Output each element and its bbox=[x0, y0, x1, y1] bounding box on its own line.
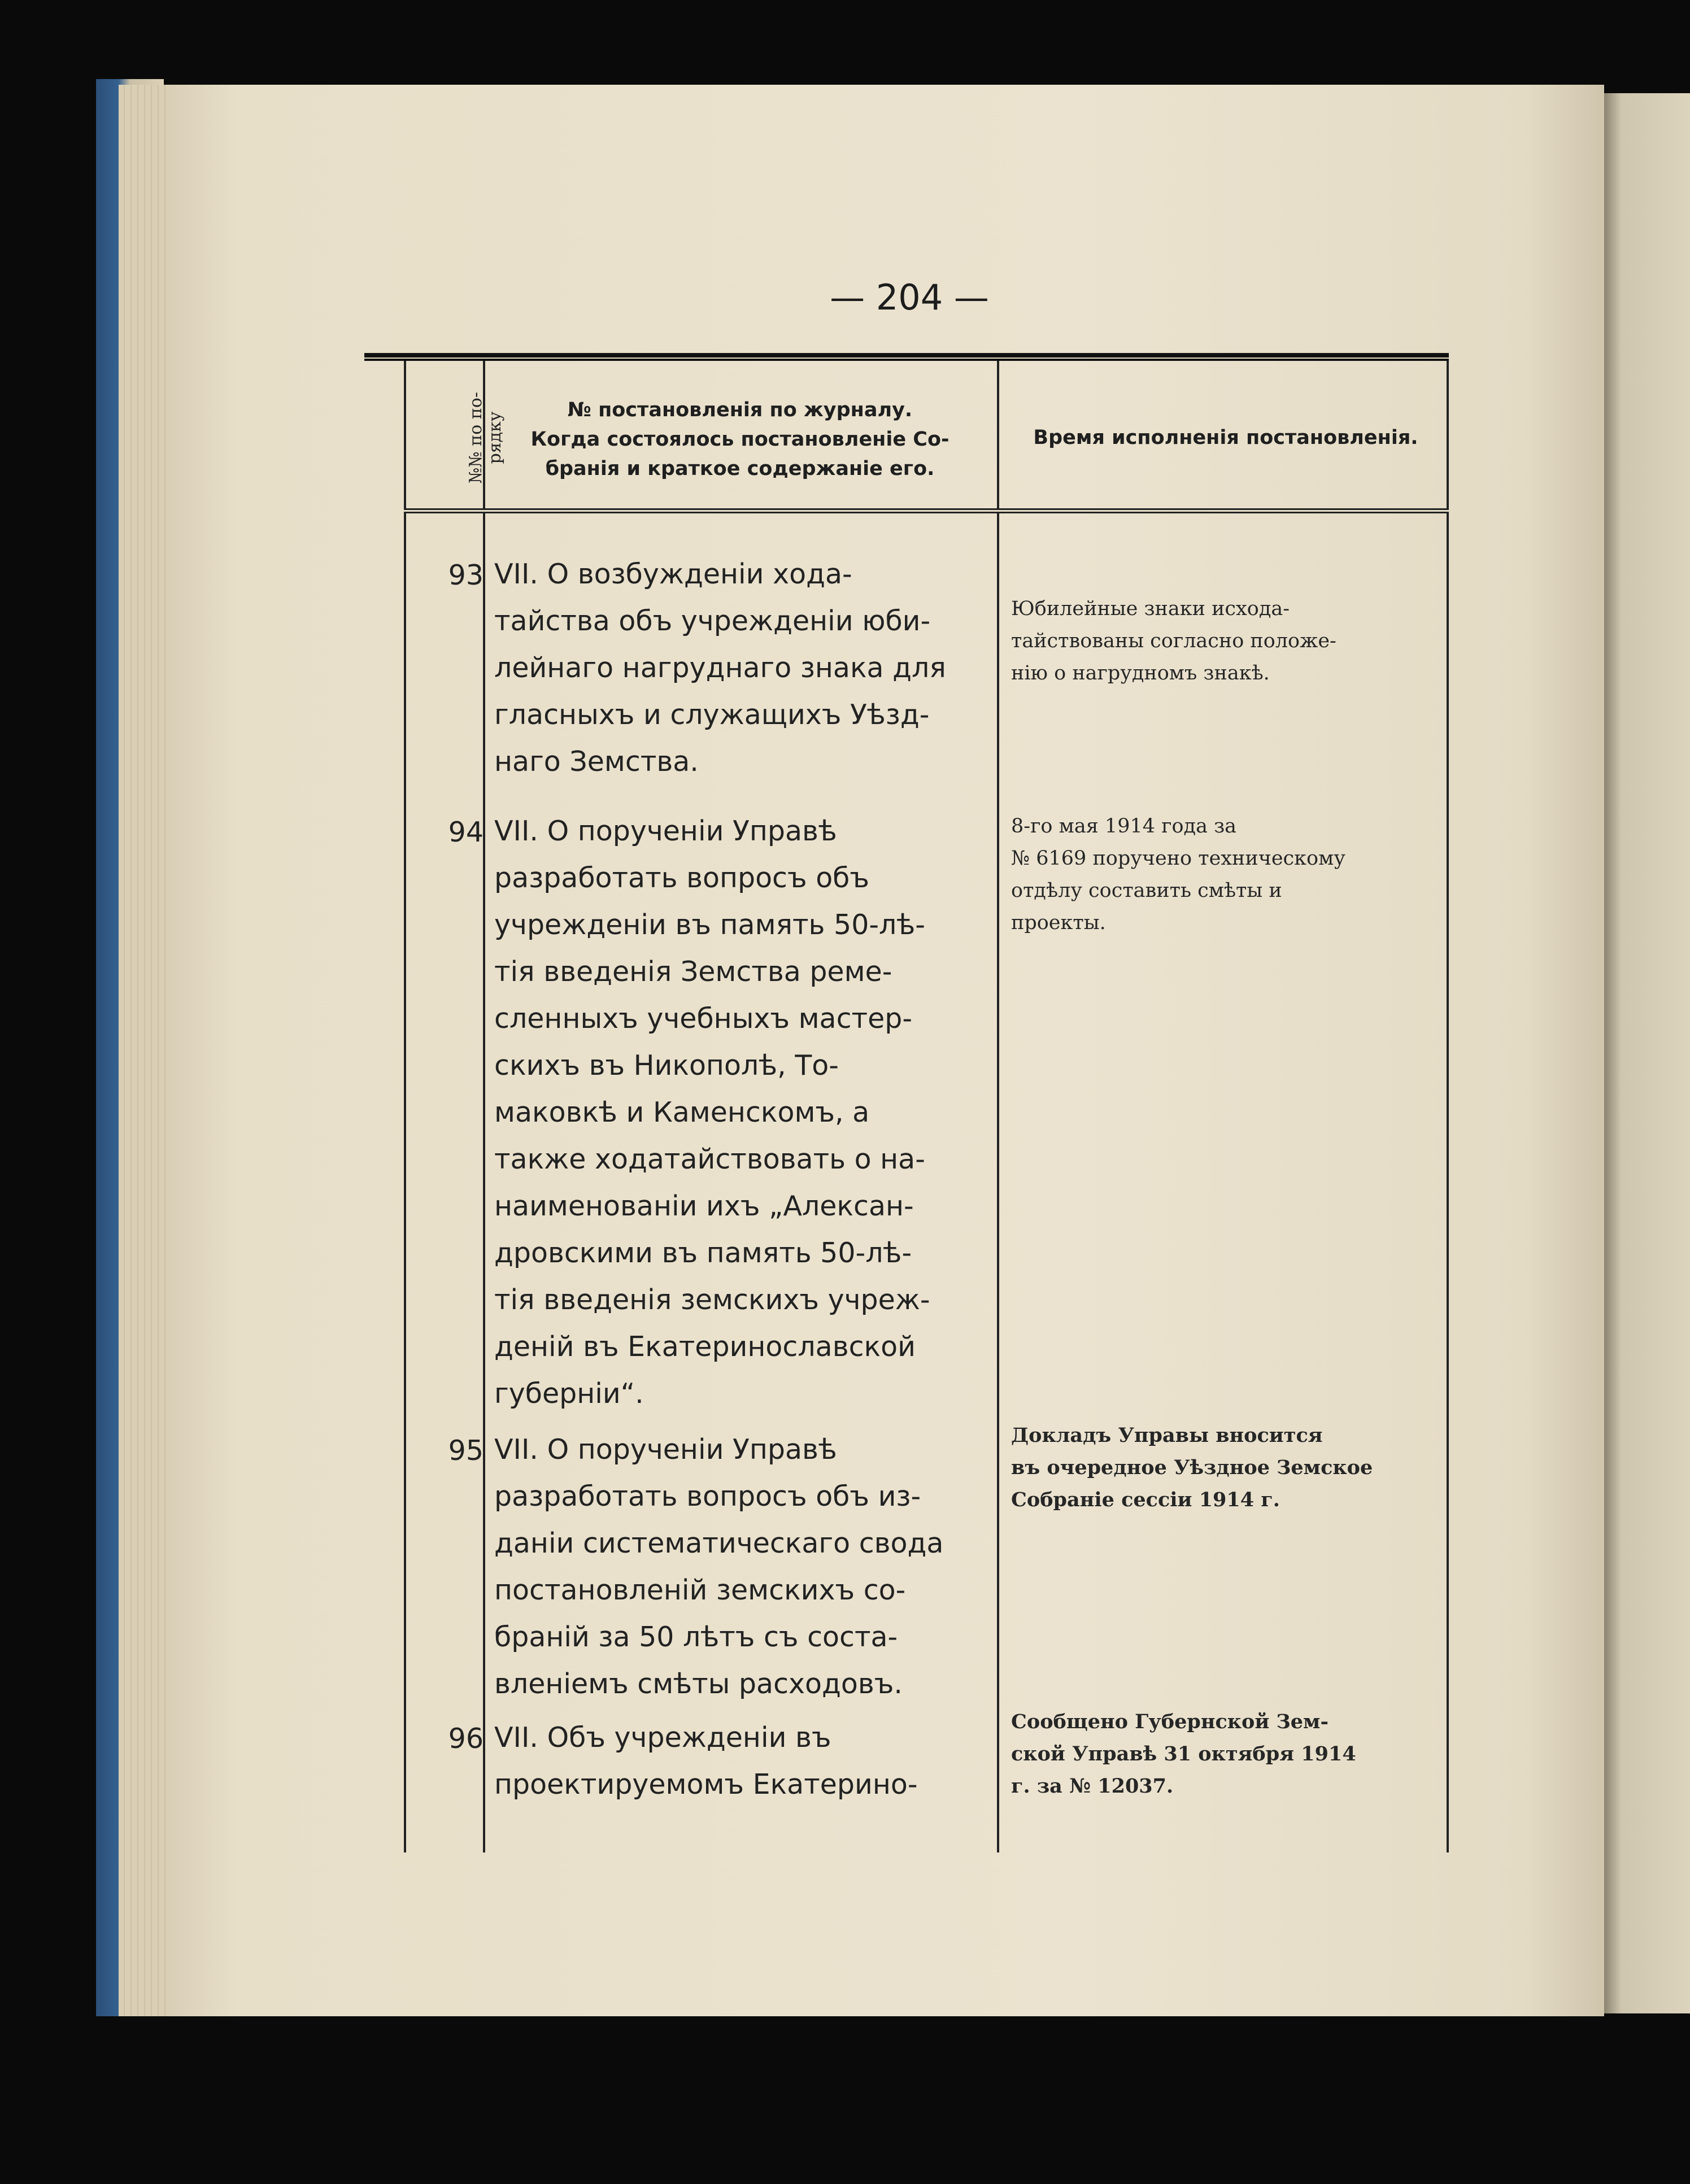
row-resolution-text: VII. О возбужденіи хода- тайства объ учрежденіи юби- лейнаго нагруднаго знака для гласныхъ и служащихъ Уѣзд- наго Земства. bbox=[494, 558, 946, 778]
column-divider-right bbox=[1447, 361, 1449, 1852]
header-double-rule bbox=[404, 508, 1449, 513]
header-execution-time: Время исполненія постановленія. bbox=[1033, 426, 1418, 449]
header-resolution-summary: № постановленія по журналу. Когда состоялось постановленіе Со- бранія и краткое содержаніе его. bbox=[530, 399, 949, 480]
facing-page-edge bbox=[1604, 93, 1690, 2013]
row-number: 94 bbox=[448, 816, 484, 848]
row-execution-note: Юбилейные знаки исхода- тайствованы согласно положе- нію о нагрудномъ знакѣ. bbox=[1011, 598, 1336, 685]
header-row-number-label: №№ по по- рядку bbox=[465, 391, 505, 484]
row-execution-note: Докладъ Управы вносится въ очередное Уѣздное Земское Собраніе сессіи 1914 г. bbox=[1011, 1424, 1373, 1511]
table-top-rule bbox=[364, 353, 1449, 361]
page-number: — 204 — bbox=[830, 277, 989, 318]
row-execution-note: Сообщено Губернской Зем- ской Управѣ 31 октября 1914 г. за № 12037. bbox=[1011, 1710, 1356, 1798]
row-resolution-text: VII. О порученіи Управѣ разработать вопросъ объ учрежденіи въ память 50-лѣ- тія введенія Земства реме- сленныхъ учебныхъ мастер- скихъ въ Никополѣ, То- маковкѣ и Каменскомъ, а также ходатайствовать о на- наименованіи ихъ „Алексан- дровскими въ память 50-лѣ- тія введенія земскихъ учреж- деній въ Екатеринославской губерніи“. bbox=[494, 815, 930, 1410]
row-number: 95 bbox=[448, 1435, 484, 1467]
column-divider-2 bbox=[997, 361, 999, 1852]
column-divider-left bbox=[404, 361, 406, 1852]
row-resolution-text: VII. О порученіи Управѣ разработать вопросъ объ из- даніи систематическаго свода постановленій земскихъ со- браній за 50 лѣтъ съ соста- вленіемъ смѣты расходовъ. bbox=[494, 1433, 944, 1700]
row-number: 96 bbox=[448, 1723, 484, 1755]
row-number: 93 bbox=[448, 559, 484, 591]
row-resolution-text: VII. Объ учрежденіи въ проектируемомъ Екатерино- bbox=[494, 1721, 918, 1801]
row-execution-note: 8-го мая 1914 года за № 6169 поручено техническому отдѣлу составить смѣты и проекты. bbox=[1011, 815, 1345, 934]
